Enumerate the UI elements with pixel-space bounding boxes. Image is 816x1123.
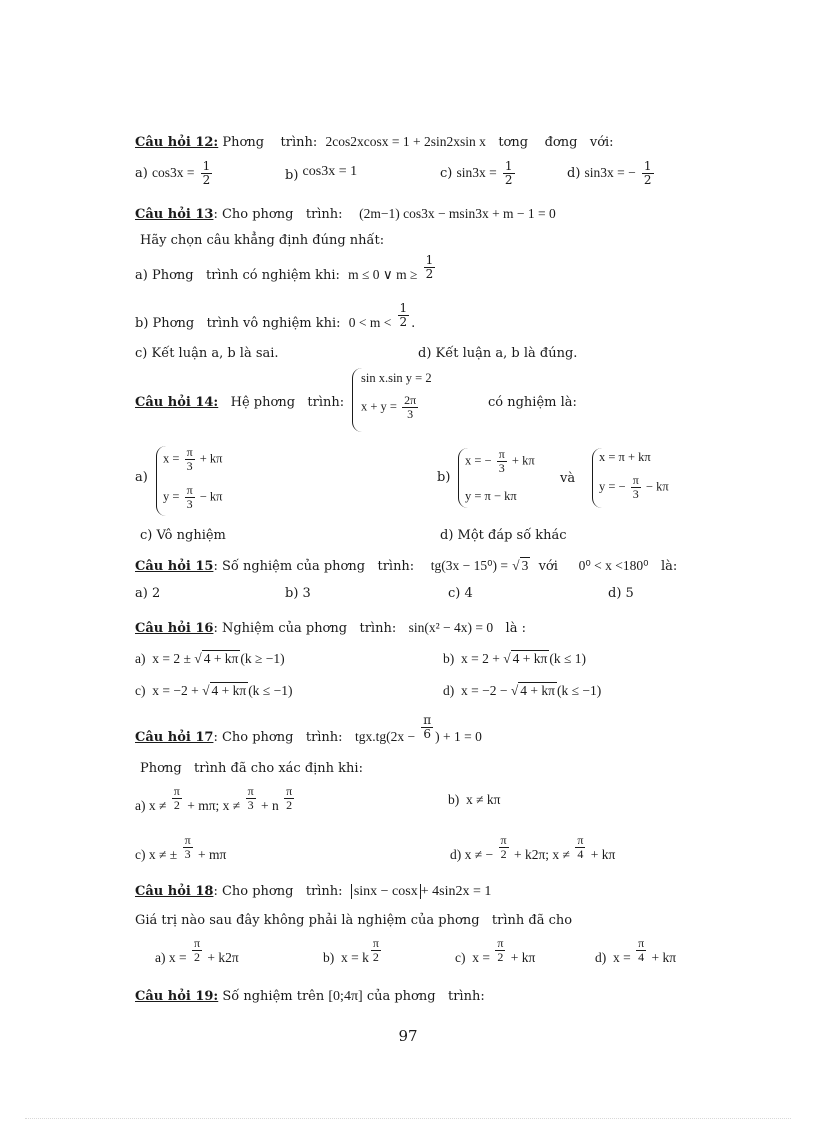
q14-opt-b-row2: y = π − kπ: [465, 489, 517, 503]
q14-opt-a-label: a): [135, 470, 148, 485]
q16-text: : Nghiệm của phơng trình:: [213, 621, 397, 636]
q17-opt-a-n3: π: [286, 784, 293, 798]
q13-opt-a-num: 1: [425, 253, 434, 267]
page-number: 97: [398, 1027, 418, 1045]
q17-option-d: [450, 834, 615, 861]
q15-option-d: d) 5: [608, 586, 634, 601]
q12-equation: 2cos2xcosx = 1 + 2sin2xsin x: [325, 134, 486, 149]
q17-opt-a-n2: π: [247, 784, 254, 798]
q14-opt-b-r1-den: 3: [498, 461, 505, 475]
q17-eq-num: π: [423, 713, 432, 727]
q14-line: [135, 395, 344, 411]
q16-opt-b-rad: 4 + kπ: [512, 651, 548, 666]
q12-line: [135, 134, 614, 151]
q12-opt-b-expr: cos3x = 1: [302, 164, 358, 179]
q14-text: Hệ phơng trình:: [230, 395, 345, 410]
q14-opt-b2-r2-num: π: [632, 473, 639, 487]
q17-opt-b-expr: x ≠ kπ: [466, 792, 501, 807]
q14-opt-a-r1-lhs: x =: [163, 451, 180, 466]
q17-prompt: Phơng trình đã cho xác định khi:: [140, 761, 363, 776]
q17-opt-a-label: a): [135, 797, 146, 813]
q13-option-c: c) Kết luận a, b là sai.: [135, 346, 279, 361]
q14-opt-b2-r2-lhs: y = −: [599, 479, 626, 494]
q16-option-a: a) x = 2 ± √ 4 + kπ (k ≥ −1): [135, 651, 285, 666]
q14-option-c: c) Vô nghiệm: [140, 528, 226, 543]
q17-opt-d-p2: + k2π; x ≠: [513, 846, 570, 862]
q14-opt-b2-row2: [599, 474, 669, 501]
q17-opt-d-d2: 4: [577, 847, 584, 861]
q16-option-c: c) x = −2 + √ 4 + kπ (k ≤ −1): [135, 683, 293, 698]
q16-opt-c-rad: 4 + kπ: [211, 683, 247, 698]
q14-opt-a-r2-lhs: y =: [163, 489, 180, 504]
q13-equation: (2m−1) cos3x − msin3x + m − 1 = 0: [359, 206, 556, 221]
q14-option-d: d) Một đáp số khác: [440, 528, 567, 543]
q15-option-c: c) 4: [448, 586, 473, 601]
q19-text-a: Số nghiệm trên: [222, 989, 325, 1004]
q18-opt-c-label: c) x =: [455, 949, 490, 965]
q17-opt-c-d1: 3: [184, 847, 191, 861]
q15-line: Câu hỏi 15: Số nghiệm của phơng trình: tg(3x − 15⁰) = √ 3 với 0⁰ < x <180⁰ là:: [135, 558, 678, 574]
q13-opt-b-text: b) Phơng trình vô nghiệm khi:: [135, 316, 341, 331]
q12-opt-a-lhs: cos3x =: [151, 165, 195, 180]
q13-opt-b-tail: .: [411, 316, 416, 331]
q17-opt-c-p2: + mπ: [198, 846, 227, 862]
q12-opt-d-den: 2: [643, 173, 652, 187]
q17-opt-c-label: c): [135, 846, 146, 862]
q17-opt-b-label: b): [448, 792, 460, 807]
q17-opt-d-n1: π: [500, 833, 507, 847]
q18-opt-d-label: d) x =: [595, 949, 631, 965]
q18-opt-a-tail: + k2π: [207, 949, 239, 965]
q16-line: [135, 620, 526, 637]
q12-text-e: với:: [589, 135, 614, 150]
q17-option-a: [135, 785, 296, 812]
q12-text-d: đơng: [544, 135, 578, 150]
q14-opt-a-r2-tail: − kπ: [199, 489, 223, 504]
q16-opt-d-rad: 4 + kπ: [520, 683, 555, 698]
q14-opt-a-r1-tail: + kπ: [199, 451, 223, 466]
q13-prompt: Hãy chọn câu khẳng định đúng nhất:: [140, 233, 385, 248]
q18-opt-b-den: 2: [372, 950, 379, 964]
q16-option-b: b) x = 2 + √ 4 + kπ (k ≤ 1): [443, 651, 586, 666]
q18-option-a: [155, 937, 239, 964]
q19-line: [135, 989, 485, 1005]
q12-opt-b-label: b): [285, 168, 299, 183]
q17-opt-d-p1: x ≠ −: [464, 846, 494, 862]
q17-opt-a-p3: + n: [261, 797, 279, 813]
q12-option-d: [567, 160, 656, 187]
q14-opt-b2-r2-tail: − kπ: [645, 479, 669, 494]
q12-option-c: [440, 160, 517, 187]
q14-opt-b2-r2-den: 3: [632, 487, 639, 501]
q14-opt-b-row1: [465, 448, 535, 475]
q18-option-d: [595, 937, 676, 964]
q18-option-c: [455, 937, 535, 964]
q18-opt-a-den: 2: [194, 950, 201, 964]
q15-text: : Số nghiệm của phơng trình:: [213, 559, 415, 574]
q16-option-d: d) x = −2 − √ 4 + kπ (k ≤ −1): [443, 683, 602, 698]
q16-tail: là :: [505, 621, 526, 636]
q17-opt-a-d3: 2: [286, 798, 293, 812]
q14-sys-row2-num: 2π: [404, 393, 417, 407]
q14-sys-row2-lhs: x + y =: [361, 399, 397, 414]
q18-prompt: Giá trị nào sau đây không phải là nghiệm của phơng trình đã cho: [135, 913, 573, 928]
q18-opt-c-den: 2: [497, 950, 504, 964]
q15-tail: là:: [660, 559, 678, 574]
q16-opt-c-cond: (k ≤ −1): [248, 683, 293, 698]
q19-interval: [0;4π]: [328, 989, 363, 1004]
q18-opt-d-den: 4: [638, 950, 645, 964]
q17-text: : Cho phơng trình:: [213, 730, 343, 745]
q12-opt-c-num: 1: [504, 159, 513, 173]
q17-label: Câu hỏi 17: [135, 730, 214, 745]
q14-opt-b-r1-lhs: x = −: [465, 453, 492, 468]
q17-opt-a-p1: x ≠: [148, 797, 167, 813]
q12-text-c: tơng: [498, 135, 529, 150]
q12-opt-a-den: 2: [202, 173, 211, 187]
q15-with: với: [538, 559, 558, 574]
q16-equation: sin(x² − 4x) = 0: [408, 620, 494, 635]
q14-opt-a-r1-num: π: [186, 445, 193, 459]
q13-line: [135, 206, 556, 223]
q13-opt-b-den: 2: [399, 315, 408, 329]
q14-opt-a-r2-num: π: [186, 483, 193, 497]
q13-option-d: d) Kết luận a, b là đúng.: [418, 346, 578, 361]
q18-label: Câu hỏi 18: [135, 884, 214, 899]
q18-opt-a-num: π: [193, 936, 201, 950]
q14-opt-b-and: và: [560, 471, 576, 486]
q16-opt-d-pre: d) x = −2 −: [443, 683, 508, 698]
q17-opt-d-n2: π: [577, 833, 584, 847]
q13-opt-a-text: a) Phơng trình có nghiệm khi:: [135, 268, 340, 283]
q14-opt-b2-system: [592, 448, 703, 508]
q12-opt-d-label: d): [567, 166, 581, 181]
q14-opt-a-row2: [163, 484, 223, 511]
q16-opt-c-pre: c) x = −2 +: [135, 683, 199, 698]
q17-option-c: [135, 834, 226, 861]
q17-opt-a-d1: 2: [173, 798, 180, 812]
q18-opt-c-num: π: [497, 936, 504, 950]
q18-text: : Cho phơng trình:: [213, 884, 343, 899]
q18-opt-d-tail: + kπ: [651, 949, 677, 965]
q12-label: Câu hỏi 12:: [135, 135, 219, 150]
q17-opt-a-n1: π: [173, 784, 180, 798]
q14-system: [352, 368, 463, 432]
q16-opt-b-cond: (k ≤ 1): [549, 651, 586, 666]
q18-line: [135, 884, 491, 900]
q18-eq-abs: sinx − cosx: [351, 884, 421, 899]
q12-opt-a-num: 1: [202, 159, 211, 173]
q15-range: 0⁰ < x <180⁰: [578, 558, 649, 573]
q14-opt-a-r1-den: 3: [186, 459, 193, 473]
q17-opt-c-p1: x ≠ ±: [148, 846, 178, 862]
q18-opt-c-tail: + kπ: [510, 949, 536, 965]
q12-text-b: trình:: [280, 135, 318, 150]
q16-opt-b-pre: b) x = 2 +: [443, 651, 500, 666]
q17-eq-tail: ) + 1 = 0: [435, 729, 482, 744]
q13-label: Câu hỏi 13: [135, 207, 214, 222]
q12-opt-c-label: c): [440, 166, 453, 181]
q17-opt-d-d1: 2: [500, 847, 507, 861]
q18-opt-d-num: π: [638, 936, 645, 950]
q14-opt-a-system: [156, 446, 267, 516]
q15-option-b: b) 3: [285, 586, 311, 601]
q17-opt-a-p2: + mπ; x ≠: [187, 797, 241, 813]
q12-option-a: [135, 160, 214, 187]
q15-option-a: a) 2: [135, 586, 161, 601]
q13-option-b: [135, 302, 415, 329]
q13-opt-a-expr: m ≤ 0 ∨ m ≥: [348, 267, 418, 282]
q18-opt-b-label: b) x = k: [323, 949, 369, 965]
q17-line: [135, 714, 482, 754]
q15-equation-rad: 3: [521, 558, 529, 573]
q13-text: : Cho phơng trình:: [213, 207, 343, 222]
q17-opt-a-d2: 3: [247, 798, 254, 812]
q13-option-a: [135, 254, 437, 281]
q19-text-b: của phơng trình:: [366, 989, 485, 1004]
q13-opt-b-expr: 0 < m <: [348, 315, 392, 330]
q12-opt-a-label: a): [135, 166, 148, 181]
q16-opt-a-pre: a) x = 2 ±: [135, 651, 191, 666]
q18-option-b: [323, 937, 383, 964]
q14-sys-row1: sin x.sin y = 2: [361, 371, 432, 385]
q14-opt-b-system: [458, 448, 559, 508]
q16-opt-a-cond: (k ≥ −1): [240, 651, 285, 666]
q14-label: Câu hỏi 14:: [135, 395, 219, 410]
q17-eq-den: 6: [423, 727, 431, 741]
q12-text-a: Phơng: [222, 135, 265, 150]
q14-opt-b2-row1: x = π + kπ: [599, 450, 651, 464]
q17-opt-d-p3: + kπ: [590, 846, 616, 862]
q14-opt-b-r1-num: π: [498, 447, 505, 461]
q17-option-b: [448, 792, 500, 808]
q14-opt-a-r2-den: 3: [186, 497, 193, 511]
q14-opt-b-label: b): [437, 470, 451, 485]
q14-opt-a-row1: [163, 446, 223, 473]
q16-opt-d-cond: (k ≤ −1): [556, 683, 602, 698]
footer-divider: [25, 1118, 791, 1119]
q18-eq-tail: + 4sin2x = 1: [420, 884, 492, 899]
q12-opt-c-lhs: sin3x =: [456, 165, 497, 180]
q14-sys-row2: [361, 394, 420, 421]
q13-opt-b-num: 1: [399, 301, 408, 315]
q16-label: Câu hỏi 16: [135, 621, 214, 636]
q12-option-b: [285, 164, 358, 184]
q18-opt-a-label: a) x =: [155, 949, 187, 965]
q18-opt-b-num: π: [372, 936, 379, 950]
q17-eq-pre: tgx.tg(2x −: [354, 729, 416, 744]
q17-opt-d-label: d): [450, 846, 462, 862]
q14-sys-row2-den: 3: [407, 407, 414, 421]
q15-label: Câu hỏi 15: [135, 559, 214, 574]
q16-opt-a-rad: 4 + kπ: [203, 651, 239, 666]
q12-opt-d-num: 1: [643, 159, 652, 173]
q12-opt-c-den: 2: [504, 173, 513, 187]
q17-opt-c-n1: π: [184, 833, 191, 847]
q15-equation-lhs: tg(3x − 15⁰) =: [430, 558, 508, 573]
q19-label: Câu hỏi 19:: [135, 989, 219, 1004]
q12-opt-d-lhs: sin3x = −: [584, 165, 636, 180]
q13-opt-a-den: 2: [425, 267, 434, 281]
q14-opt-b-r1-tail: + kπ: [511, 453, 535, 468]
q14-tail: có nghiệm là:: [488, 395, 577, 410]
